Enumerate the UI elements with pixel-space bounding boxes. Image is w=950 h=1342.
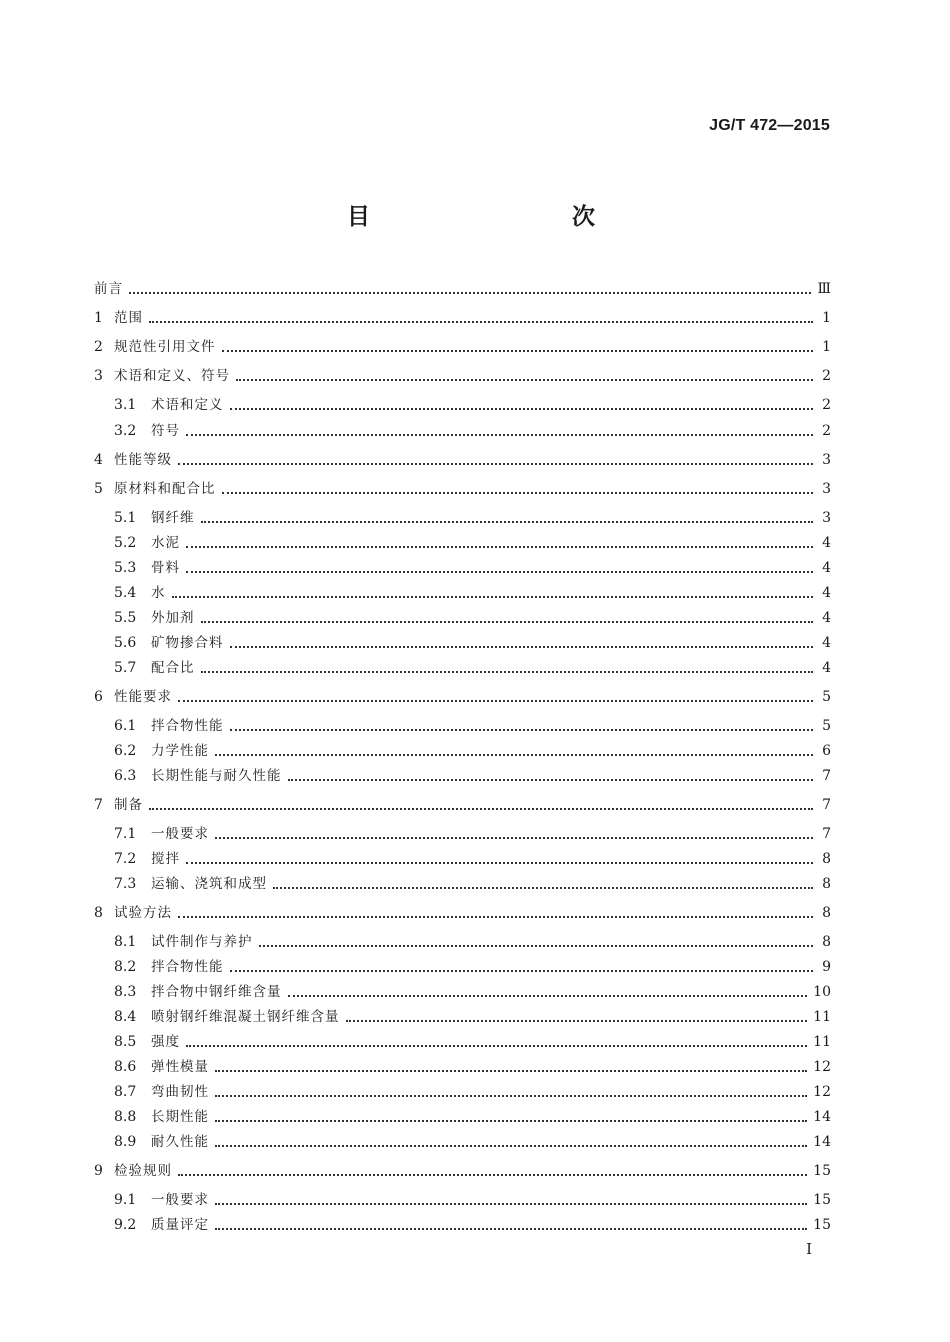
toc-entry-number: 9 [94, 1163, 103, 1179]
toc-entry-label: 性能等级 [114, 452, 172, 468]
toc-entry-label: 骨料 [151, 560, 180, 576]
toc-entry-number: 5.7 [114, 660, 137, 676]
toc-entry-page: 11 [813, 1034, 831, 1050]
toc-entry-page: 4 [822, 560, 831, 576]
toc-entry[interactable] [114, 1004, 831, 1026]
dot-leader [236, 379, 813, 381]
toc-entry[interactable] [94, 792, 831, 814]
toc-entry-label: 拌合物中钢纤维含量 [151, 984, 282, 1000]
dot-leader [149, 321, 813, 323]
toc-entry-number: 5.2 [114, 535, 137, 551]
dot-leader [222, 350, 814, 352]
dot-leader [259, 945, 814, 947]
toc-entry-label: 术语和定义、符号 [114, 368, 230, 384]
dot-leader [186, 434, 813, 436]
toc-entry-page: 1 [822, 310, 831, 326]
toc-entry-number: 8.9 [114, 1134, 137, 1150]
toc-entry-number: 5.4 [114, 585, 137, 601]
toc-entry-label: 前言 [94, 281, 123, 297]
toc-entry-page: 1 [822, 339, 831, 355]
toc-entry-number: 8.8 [114, 1109, 137, 1125]
dot-leader [178, 700, 813, 702]
toc-entry-number: 8.6 [114, 1059, 137, 1075]
toc-entry-number: 9.1 [114, 1192, 137, 1208]
toc-entry-label: 钢纤维 [151, 510, 195, 526]
toc-entry[interactable] [114, 763, 831, 785]
toc-entry[interactable] [114, 821, 831, 843]
toc-entry-page: 4 [822, 535, 831, 551]
toc-entry[interactable] [94, 276, 831, 298]
toc-entry[interactable] [94, 1158, 831, 1180]
toc-entry[interactable] [114, 1054, 831, 1076]
toc-entry[interactable] [94, 476, 831, 498]
toc-entry[interactable] [114, 1187, 831, 1209]
toc-entry-label: 术语和定义 [151, 397, 224, 413]
toc-entry[interactable] [114, 655, 831, 677]
toc-entry-page: 15 [813, 1217, 831, 1233]
toc-entry-label: 外加剂 [151, 610, 195, 626]
toc-entry-label: 水 [151, 585, 166, 601]
toc-entry[interactable] [94, 334, 831, 356]
toc-entry-label: 搅拌 [151, 851, 180, 867]
toc-entry-page: 7 [822, 797, 831, 813]
toc-entry-number: 9.2 [114, 1217, 137, 1233]
toc-entry-page: 15 [813, 1163, 831, 1179]
dot-leader [215, 1095, 807, 1097]
toc-entry-number: 6.1 [114, 718, 137, 734]
toc-entry-page: 9 [822, 959, 831, 975]
dot-leader [215, 837, 813, 839]
toc-entry-number: 6.2 [114, 743, 137, 759]
dot-leader [186, 862, 813, 864]
toc-entry-number: 8.7 [114, 1084, 137, 1100]
toc-entry-number: 8.3 [114, 984, 137, 1000]
dot-leader [215, 1070, 807, 1072]
dot-leader [186, 571, 813, 573]
toc-entry[interactable] [114, 954, 831, 976]
dot-leader [230, 646, 814, 648]
toc-entry-number: 8.2 [114, 959, 137, 975]
toc-entry-number: 7.2 [114, 851, 137, 867]
toc-entry-label: 试件制作与养护 [151, 934, 253, 950]
dot-leader [201, 671, 814, 673]
toc-entry[interactable] [114, 1129, 831, 1151]
dot-leader [186, 546, 813, 548]
dot-leader [273, 887, 813, 889]
toc-entry-number: 8.4 [114, 1009, 137, 1025]
toc-entry[interactable] [114, 580, 831, 602]
toc-entry[interactable] [114, 979, 831, 1001]
toc-entry-page: 8 [822, 851, 831, 867]
toc-entry[interactable] [114, 555, 831, 577]
toc-entry[interactable] [114, 846, 831, 868]
toc-entry-number: 5.5 [114, 610, 137, 626]
toc-entry-label: 一般要求 [151, 826, 209, 842]
toc-entry-label: 配合比 [151, 660, 195, 676]
toc-entry-page: 5 [822, 689, 831, 705]
toc-entry-number: 4 [94, 452, 103, 468]
toc-entry[interactable] [94, 363, 831, 385]
toc-entry-label: 耐久性能 [151, 1134, 209, 1150]
dot-leader [178, 916, 813, 918]
toc-entry-label: 制备 [114, 797, 143, 813]
toc-entry-label: 质量评定 [151, 1217, 209, 1233]
toc-entry-page: 14 [813, 1109, 831, 1125]
dot-leader [215, 1145, 807, 1147]
toc-entry-label: 拌合物性能 [151, 718, 224, 734]
dot-leader [186, 1045, 807, 1047]
toc-entry[interactable] [94, 305, 831, 327]
toc-entry-label: 强度 [151, 1034, 180, 1050]
toc-entry-label: 力学性能 [151, 743, 209, 759]
dot-leader [129, 292, 811, 294]
toc-entry-label: 拌合物性能 [151, 959, 224, 975]
toc-entry-number: 5.1 [114, 510, 137, 526]
toc-entry-page: 8 [822, 905, 831, 921]
toc-entry[interactable] [114, 630, 831, 652]
toc-entry[interactable] [114, 505, 831, 527]
toc-entry-label: 性能要求 [114, 689, 172, 705]
toc-entry-number: 7.3 [114, 876, 137, 892]
toc-entry-label: 运输、浇筑和成型 [151, 876, 267, 892]
dot-leader [288, 779, 814, 781]
toc-entry-page: Ⅲ [817, 281, 831, 297]
toc-entry-number: 6.3 [114, 768, 137, 784]
page-number: I [806, 1240, 812, 1258]
toc-entry-page: 3 [822, 481, 831, 497]
toc-entry-page: 11 [813, 1009, 831, 1025]
toc-entry-page: 2 [822, 368, 831, 384]
toc-entry-label: 长期性能与耐久性能 [151, 768, 282, 784]
toc-entry-label: 喷射钢纤维混凝土钢纤维含量 [151, 1009, 340, 1025]
toc-entry-label: 长期性能 [151, 1109, 209, 1125]
dot-leader [230, 970, 814, 972]
toc-entry-label: 检验规则 [114, 1163, 172, 1179]
standard-code: JG/T 472—2015 [709, 117, 830, 134]
toc-entry-number: 1 [94, 310, 103, 326]
dot-leader [178, 463, 813, 465]
toc-entry-page: 6 [822, 743, 831, 759]
dot-leader [230, 408, 814, 410]
toc-entry-label: 弯曲韧性 [151, 1084, 209, 1100]
toc-entry-page: 2 [822, 423, 831, 439]
dot-leader [215, 1203, 807, 1205]
toc-entry-page: 4 [822, 660, 831, 676]
toc-entry[interactable] [114, 738, 831, 760]
dot-leader [201, 621, 814, 623]
toc-entry-page: 3 [822, 452, 831, 468]
toc-entry-number: 5.6 [114, 635, 137, 651]
toc-entry-page: 3 [822, 510, 831, 526]
toc-entry-label: 试验方法 [114, 905, 172, 921]
toc-entry[interactable] [114, 871, 831, 893]
toc-entry[interactable] [114, 418, 831, 440]
toc-entry[interactable] [94, 684, 831, 706]
page-title: 目 次 [347, 204, 647, 230]
toc-entry-number: 8.1 [114, 934, 137, 950]
toc-entry-number: 7 [94, 797, 103, 813]
toc-entry-number: 8 [94, 905, 103, 921]
toc-entry[interactable] [114, 530, 831, 552]
toc-entry-label: 水泥 [151, 535, 180, 551]
dot-leader [215, 754, 813, 756]
toc-entry-number: 5.3 [114, 560, 137, 576]
toc-entry-number: 3 [94, 368, 103, 384]
dot-leader [201, 521, 814, 523]
toc-entry-number: 5 [94, 481, 103, 497]
toc-entry[interactable] [114, 605, 831, 627]
toc-entry-page: 8 [822, 934, 831, 950]
toc-entry[interactable] [114, 713, 831, 735]
toc-entry-page: 4 [822, 635, 831, 651]
toc-entry-label: 原材料和配合比 [114, 481, 216, 497]
toc-entry-label: 规范性引用文件 [114, 339, 216, 355]
toc-entry-page: 4 [822, 585, 831, 601]
toc-entry-page: 12 [813, 1084, 831, 1100]
dot-leader [346, 1020, 808, 1022]
toc-entry-page: 7 [822, 826, 831, 842]
toc-entry-page: 15 [813, 1192, 831, 1208]
toc-entry-number: 3.2 [114, 423, 137, 439]
toc-entry[interactable] [114, 1029, 831, 1051]
toc-entry-label: 矿物掺合料 [151, 635, 224, 651]
toc-entry[interactable] [114, 929, 831, 951]
toc-entry-number: 8.5 [114, 1034, 137, 1050]
toc-entry-page: 5 [822, 718, 831, 734]
toc-entry[interactable] [94, 447, 831, 469]
toc-entry-number: 3.1 [114, 397, 137, 413]
dot-leader [215, 1228, 807, 1230]
toc-entry-page: 12 [813, 1059, 831, 1075]
toc-entry-page: 2 [822, 397, 831, 413]
dot-leader [230, 729, 814, 731]
toc-entry[interactable] [114, 1079, 831, 1101]
toc-entry-page: 4 [822, 610, 831, 626]
dot-leader [178, 1174, 807, 1176]
toc-entry[interactable] [114, 392, 831, 414]
toc-entry[interactable] [114, 1104, 831, 1126]
toc-entry-label: 范围 [114, 310, 143, 326]
toc-entry[interactable] [94, 900, 831, 922]
dot-leader [222, 492, 814, 494]
dot-leader [215, 1120, 807, 1122]
toc-entry-number: 2 [94, 339, 103, 355]
toc-entry-label: 弹性模量 [151, 1059, 209, 1075]
dot-leader [288, 995, 808, 997]
toc-entry-page: 10 [813, 984, 831, 1000]
dot-leader [172, 596, 814, 598]
toc-entry[interactable] [114, 1212, 831, 1234]
toc-entry-page: 8 [822, 876, 831, 892]
toc-entry-number: 7.1 [114, 826, 137, 842]
toc-entry-page: 14 [813, 1134, 831, 1150]
toc-entry-label: 符号 [151, 423, 180, 439]
toc-entry-number: 6 [94, 689, 103, 705]
dot-leader [149, 808, 813, 810]
toc-entry-label: 一般要求 [151, 1192, 209, 1208]
toc-entry-page: 7 [822, 768, 831, 784]
